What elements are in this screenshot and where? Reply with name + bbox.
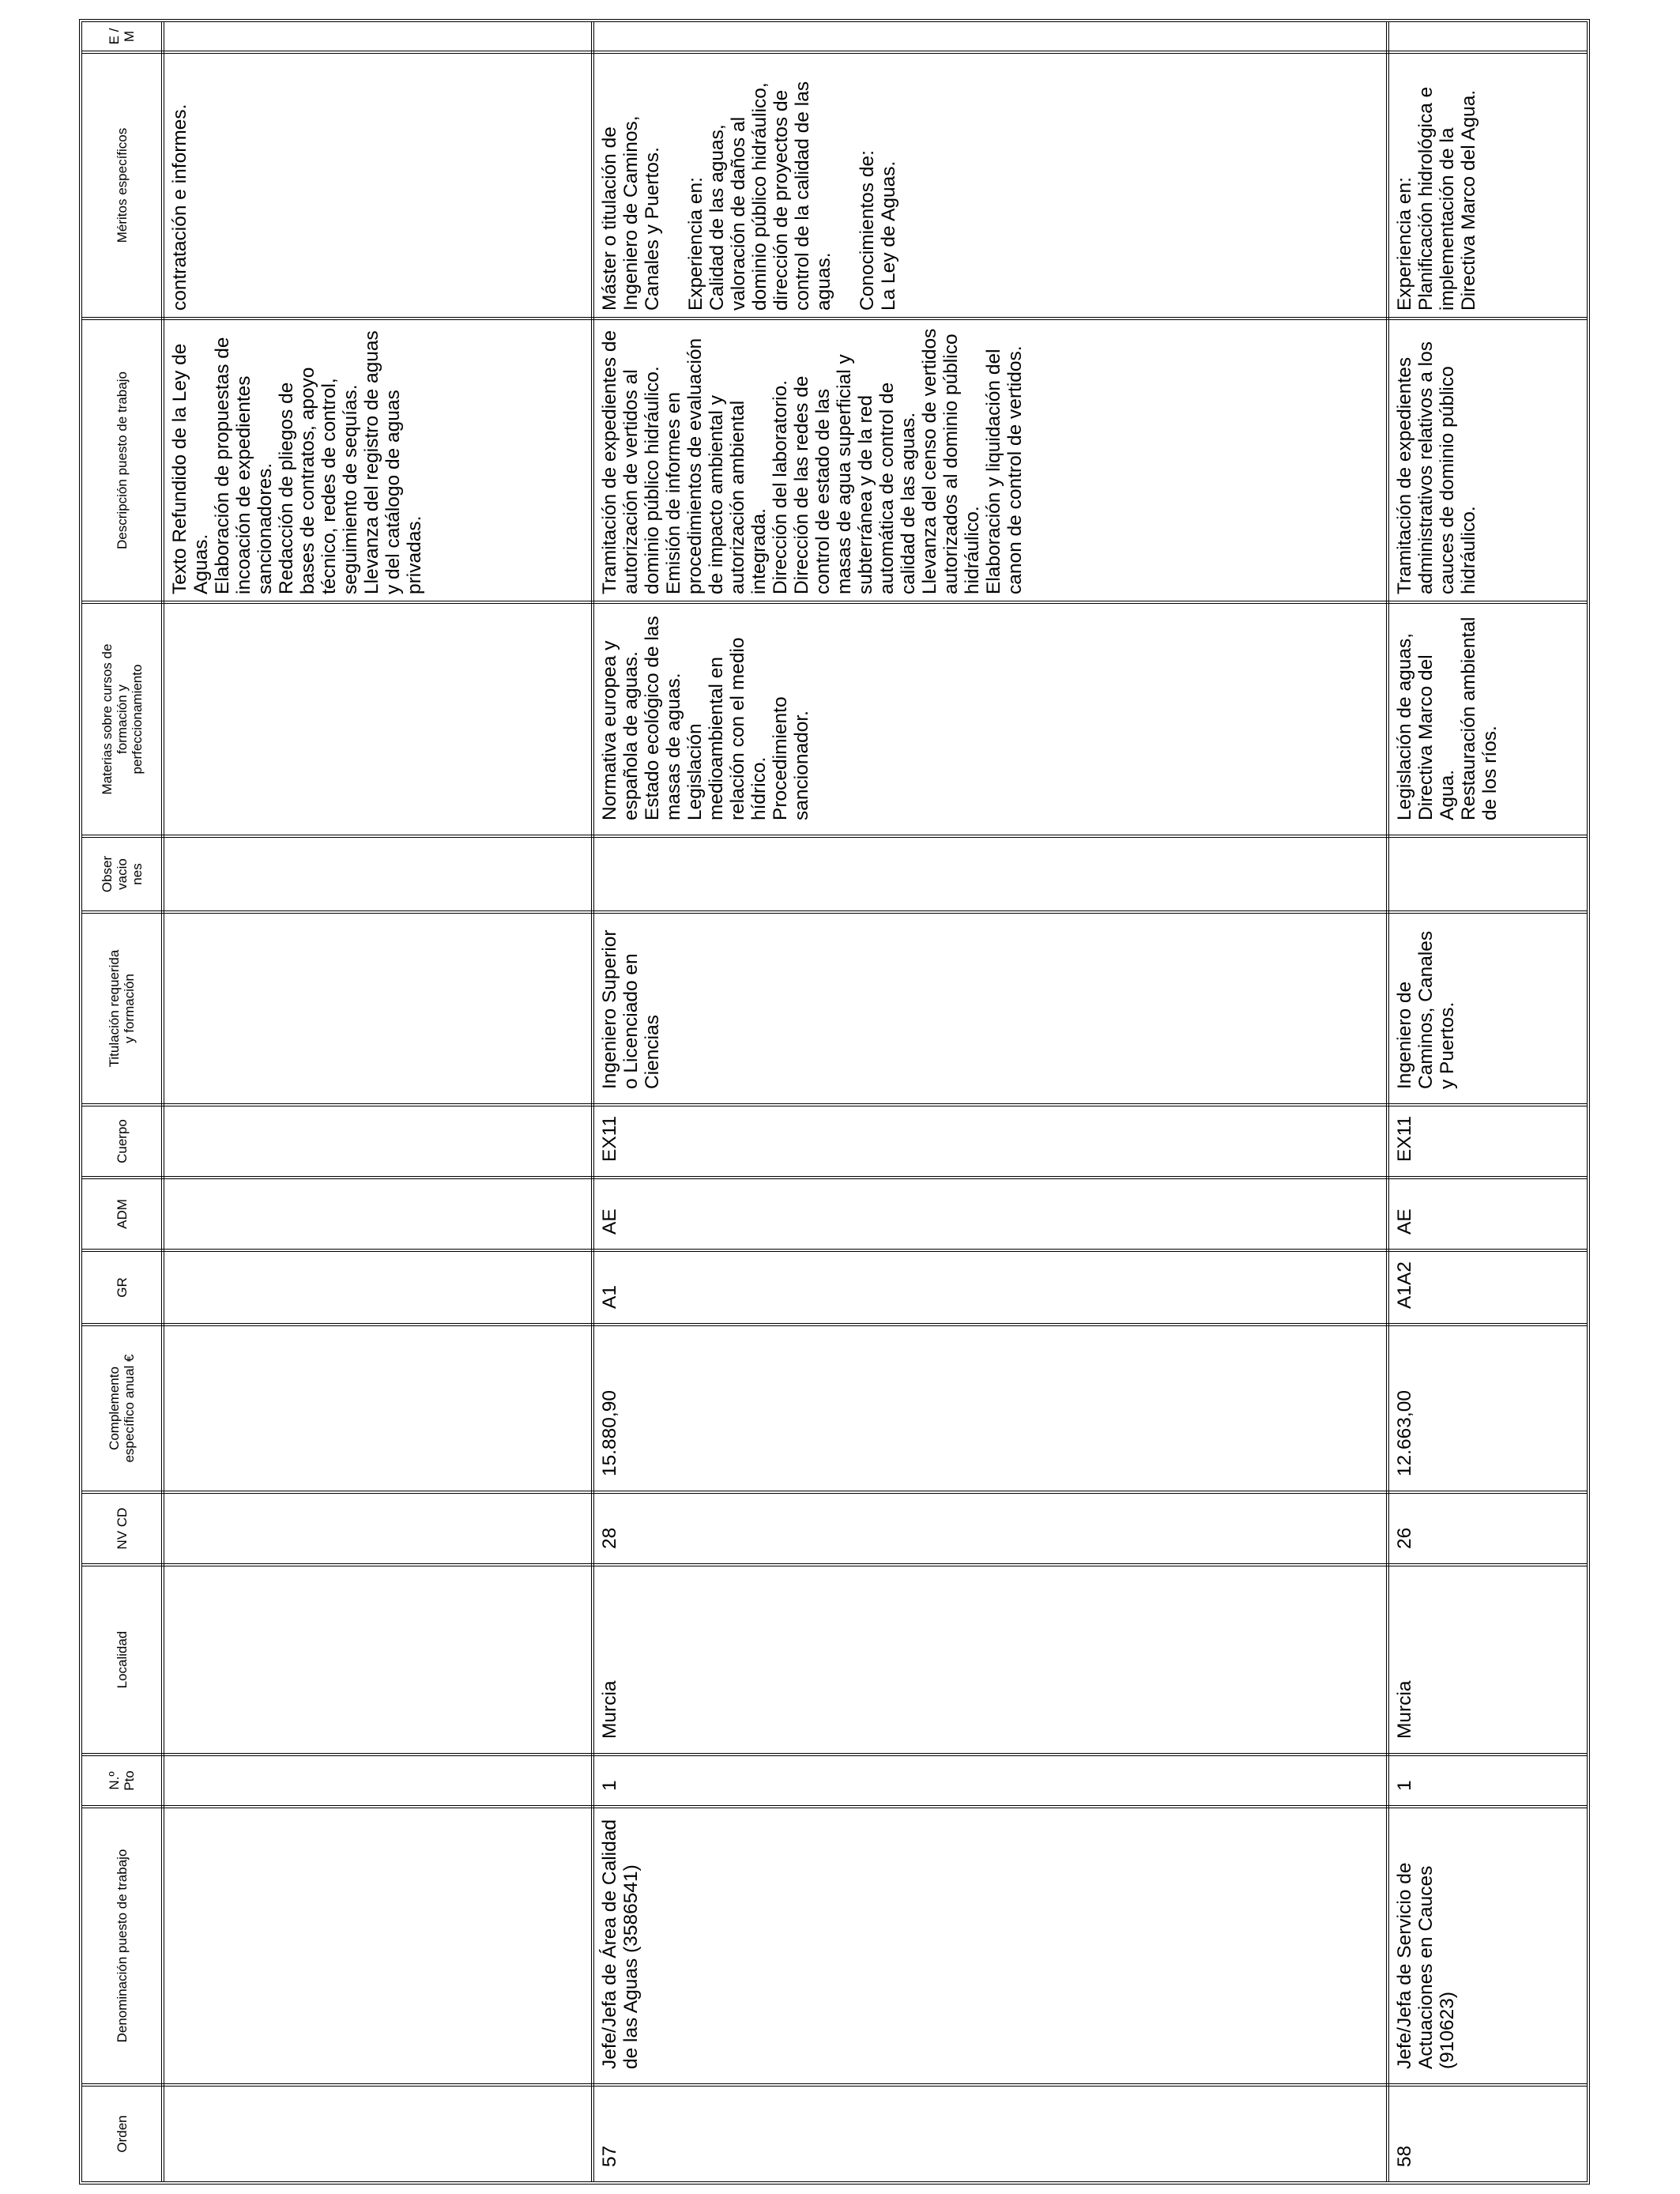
header-nvcd: NV CD	[114, 1507, 130, 1550]
cell-observaciones	[1389, 838, 1399, 910]
cell-denominacion: Jefe/Jefa de Servicio de Actuaciones en Cauces (910623)	[1394, 1862, 1458, 2069]
materias-line: Legislación medioambiental en relación con el medio hídrico.	[684, 637, 770, 820]
meritos-line: Experiencia en:	[685, 177, 706, 311]
cell-em	[594, 22, 604, 51]
header-gr: GR	[114, 1277, 130, 1298]
header-cuerpo: Cuerpo	[114, 1119, 130, 1163]
header-orden: Orden	[114, 2115, 130, 2153]
cell-localidad: Murcia	[1394, 1680, 1415, 1739]
header-descripcion: Descripción puesto de trabajo	[114, 371, 130, 549]
cell-meritos	[594, 54, 904, 317]
descripcion-line: Llevanza del censo de vertidos autorizados al dominio público hidráulico.	[919, 328, 983, 594]
cont-descripcion-line: Llevanza del registro de aguas y del catálogo de aguas privadas.	[361, 330, 425, 594]
descripcion-line: Emisión de informes en procedimientos de evaluación de impacto ambiental y autorización ambiental integrada.	[663, 337, 770, 594]
table-row	[594, 22, 1386, 2181]
cell-materias	[594, 604, 817, 835]
header-localidad: Localidad	[114, 1630, 130, 1689]
meritos-line: Máster o titulación de Ingeniero de Caminos, Canales y Puertos.	[599, 115, 663, 311]
descripcion-line: Dirección del laboratorio.	[770, 380, 791, 594]
materias-line: Estado ecológico de las masas de aguas.	[642, 616, 684, 820]
cell-adm: AE	[1394, 1208, 1415, 1235]
header-observaciones: Obser vacio nes	[99, 855, 145, 893]
cell-nvcd: 28	[599, 1527, 620, 1549]
materias-line: Normativa europea y española de aguas.	[599, 640, 642, 820]
cell-materias	[1389, 604, 1505, 835]
cell-orden: 58	[1394, 2145, 1415, 2167]
cell-npto: 1	[599, 1780, 620, 1791]
cell-orden: 57	[599, 2145, 620, 2167]
cell-nvcd: 26	[1394, 1527, 1415, 1549]
cont-meritos	[164, 54, 591, 317]
cell-cuerpo: EX11	[1394, 1115, 1415, 1162]
header-adm: ADM	[114, 1199, 130, 1229]
cell-gr: A1	[599, 1285, 620, 1309]
header-complemento: Complemento específico anual €	[107, 1354, 137, 1463]
cont-descripcion-line: Elaboración de propuestas de incoación de expedientes sancionadores.	[212, 337, 276, 594]
header-npto: N.º Pto	[107, 1770, 137, 1791]
table-row	[1389, 22, 1587, 2181]
descripcion-line: Elaboración y liquidación del canon de control de vertidos.	[983, 345, 1026, 594]
header-denominacion: Denominación puesto de trabajo	[114, 1849, 130, 2043]
cell-complemento: 15.880,90	[599, 1390, 620, 1476]
header-titulacion: Titulación requerida y formación	[107, 949, 137, 1068]
descripcion-line: Dirección de las redes de control de estado de las masas de agua superficial y subterránea y de la red automática de control de calidad de las aguas.	[791, 354, 919, 594]
cont-descripcion-line: Redacción de pliegos de bases de contratos, apoyo técnico, redes de control, seguimiento de sequías.	[276, 367, 361, 594]
descripcion-line: Tramitación de expedientes de autorización de vertidos al dominio público hidráulico.	[599, 330, 663, 594]
meritos-line: La Ley de Aguas.	[878, 160, 899, 311]
cont-meritos-line: contratación e informes.	[169, 104, 190, 311]
materias-line: Restauración ambiental de los ríos.	[1458, 616, 1501, 820]
materias-line: Legislación de aguas, Directiva Marco del Agua.	[1394, 632, 1458, 820]
cell-descripcion	[594, 320, 1030, 601]
cell-descripcion	[1389, 320, 1484, 601]
meritos-line: Experiencia en:	[1394, 177, 1415, 311]
cell-meritos	[1389, 54, 1484, 317]
cell-em	[1389, 22, 1399, 51]
header-materias: Materias sobre cursos de formación y perfeccionamiento	[99, 643, 145, 795]
cont-descripcion	[164, 320, 591, 601]
meritos-line: Planificación hidrológica e implementación de la Directiva Marco del Agua.	[1415, 86, 1479, 311]
cell-observaciones	[594, 838, 604, 910]
cell-denominacion: Jefe/Jefa de Área de Calidad de las Aguas (3586541)	[599, 1819, 642, 2069]
header-meritos: Méritos específicos	[114, 127, 130, 243]
cell-cuerpo: EX11	[599, 1115, 620, 1162]
meritos-line: Conocimientos de:	[857, 150, 878, 311]
positions-table	[79, 19, 1590, 2185]
cell-localidad: Murcia	[599, 1680, 620, 1739]
cell-titulacion: Ingeniero de Caminos, Canales y Puertos.	[1394, 930, 1458, 1089]
cont-descripcion-line: Texto Refundido de la Ley de Aguas.	[169, 343, 212, 594]
cell-npto: 1	[1394, 1780, 1415, 1791]
cell-complemento: 12.663,00	[1394, 1390, 1415, 1476]
cell-titulacion: Ingeniero Superior o Licenciado en Ciencias	[599, 929, 663, 1089]
descripcion-line: Tramitación de expedientes administrativos relativos a los cauces de dominio público hidráulico.	[1394, 341, 1479, 594]
cell-adm: AE	[599, 1208, 620, 1235]
materias-line: Procedimiento sancionador.	[770, 696, 812, 820]
meritos-line: Calidad de las aguas, valoración de daños al dominio público hidráulico, dirección de proyectos de control de la calidad de las aguas.	[706, 81, 834, 311]
header-em: E / M	[107, 28, 137, 45]
cell-gr: A1A2	[1394, 1261, 1415, 1309]
